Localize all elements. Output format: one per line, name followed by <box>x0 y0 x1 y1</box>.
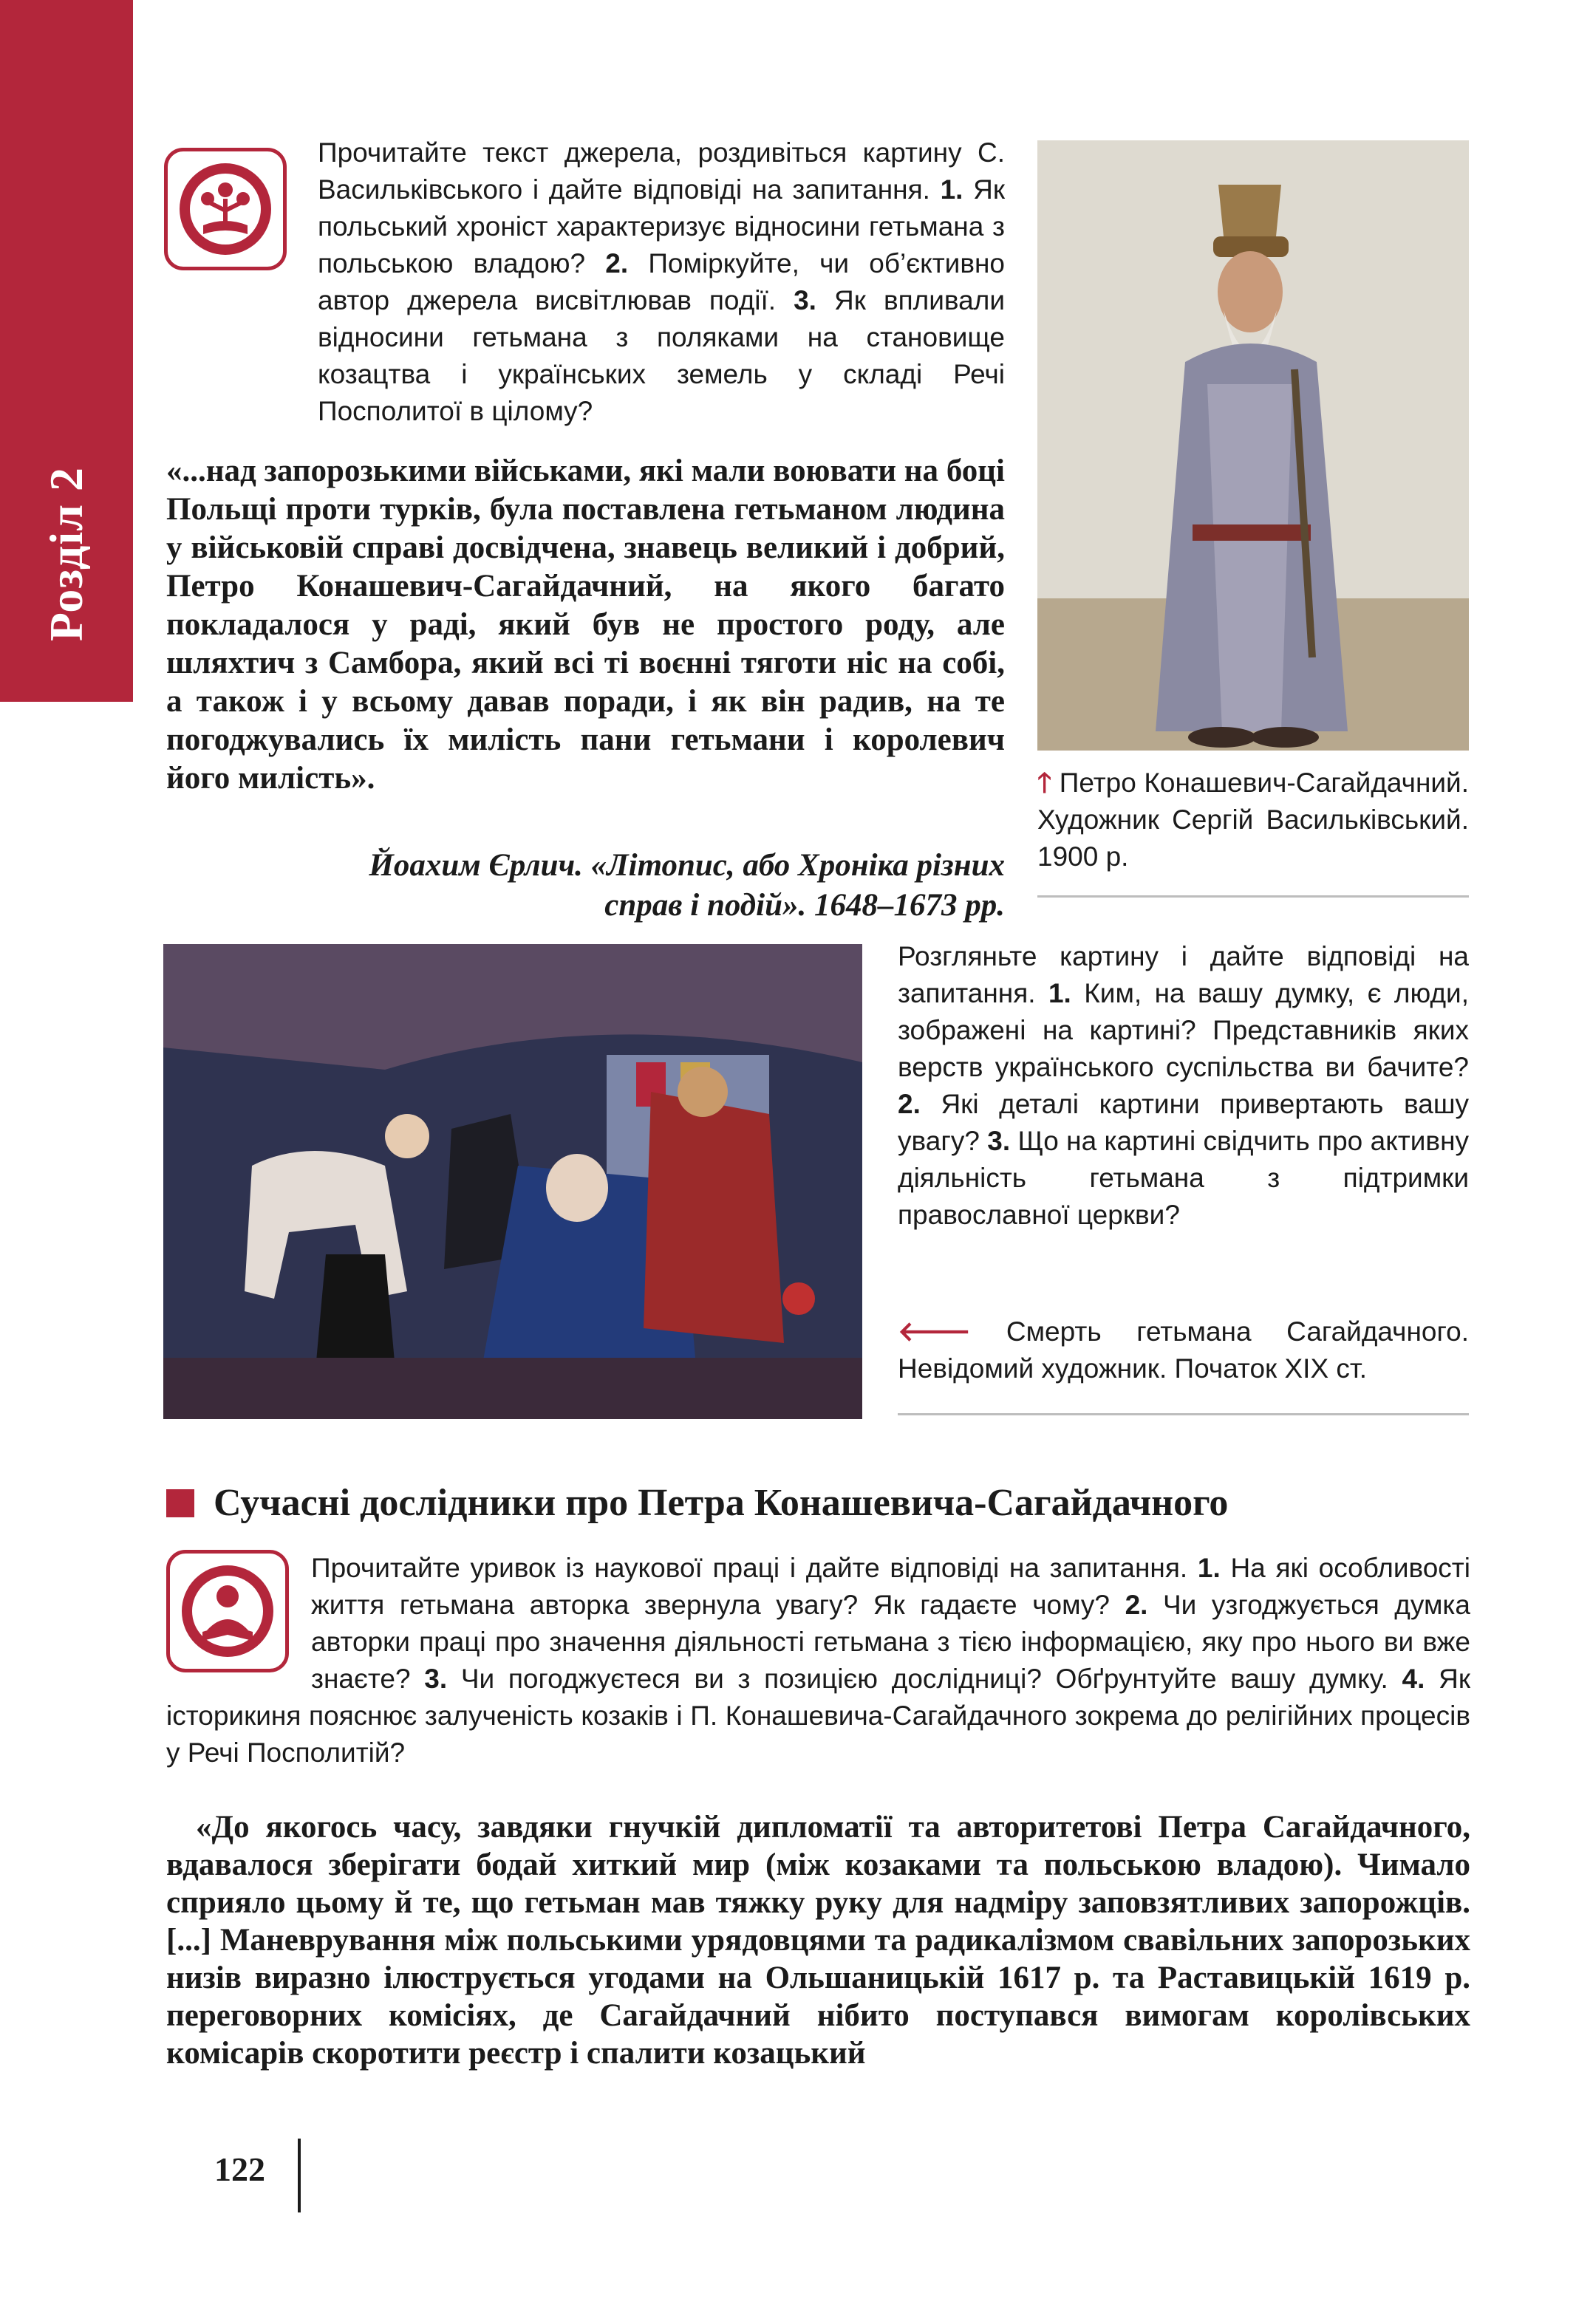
question-text: Чи погоджуєтеся ви з позицією дослідниці? Обґрунтуйте вашу думку. <box>447 1664 1402 1694</box>
question-text: Як польський хроніст характеризує відносини гетьмана з польською владою? <box>318 174 1006 278</box>
scholar-reading-icon <box>166 1550 289 1672</box>
chronicle-quote: «...над запорозькими військами, які мали воювати на боці Польщі проти турків, була поставлена гетьманом людина у військовій справі досвідчена, знавець великий і добрий, Петро Конашевич-Сагайдачний, на якого багато покладалося у раді, який був не простого роду, але шляхтич з Самбора, який всі ті воєнні тяготи ніс на собі, а також і у всьому давав поради, і як він радив, на те погоджувались їх милість пани гетьмани і королевич його милість». <box>166 454 1005 796</box>
question-number: 2. <box>1125 1590 1148 1620</box>
death-painting <box>163 944 862 1419</box>
caption-divider <box>898 1413 1469 1415</box>
task-intro: Прочитайте уривок із наукової праці і дайте відповіді на запитання. <box>311 1553 1198 1583</box>
task-intro: Розгляньте картину і дайте відповіді на запитання. <box>898 941 1469 1008</box>
question-number: 3. <box>794 285 816 315</box>
painting-caption <box>898 1313 1469 1387</box>
question-number: 1. <box>1197 1553 1221 1583</box>
source-task <box>318 134 1005 430</box>
portrait-caption <box>1037 765 1469 875</box>
scholar-icon-wrap <box>166 1550 289 1672</box>
question-text: Що на картині свідчить про активну діяльність гетьмана з підтримки православної церкви? <box>898 1126 1470 1230</box>
arrow-left-icon: 🡐 <box>898 1316 972 1347</box>
section-heading <box>166 1477 1481 1529</box>
source-line: справ і подій». 1648–1673 рр. <box>604 888 1005 923</box>
chapter-sidebar <box>0 0 133 702</box>
portrait-painting <box>1037 140 1469 751</box>
chapter-label: Розділ 2 <box>40 466 92 642</box>
painting-task <box>898 938 1469 1234</box>
source-line: Йоахим Єрлич. «Літопис, або Хроніка різних <box>369 848 1005 883</box>
caption-divider <box>1037 895 1469 898</box>
question-text: Які деталі картини привертають вашу увагу? <box>898 1089 1469 1156</box>
question-number: 1. <box>940 174 963 205</box>
question-number: 1. <box>1048 978 1071 1008</box>
page-number: 122 <box>214 2150 265 2188</box>
question-number: 2. <box>898 1089 921 1119</box>
research-task <box>166 1550 1470 1771</box>
task-intro: Прочитайте текст джерела, роздивіться картину С. Васильківського і дайте відповіді на запитання. <box>318 137 1005 205</box>
question-text: Поміркуйте, чи об’єктивно автор джерела висвітлював події. <box>318 248 1006 315</box>
section-title: Сучасні дослідники про Петра Конашевича-Сагайдачного <box>214 1482 1229 1524</box>
question-number: 3. <box>424 1664 448 1694</box>
research-quote: «До якогось часу, завдяки гнучкій дипломатії та авторитетові Петра Сагайдачного, вдавалося зберігати бодай хиткий мир (між козаками та польською владою). Чимало сприяло цьому й те, що гетьман мав тяжку руку для надміру заповзятливих запорожців. [...] Маневрування між польськими урядовцями та радикалізмом свавільних запорозьких низів виразно ілюструється угодами на Ольшаницькій 1617 р. та Раставицькій 1619 р. переговорних комісіях, де Сагайдачний нібито поступався вимогам королівських комісарів скоротити реєстр і спалити козацький <box>166 1810 1470 2071</box>
question-text: На які особливості життя гетьмана авторка звернула увагу? Як гадаєте чому? <box>311 1553 1470 1620</box>
caption-text: Смерть гетьмана Сагайдачного. Невідомий художник. Початок XIX ст. <box>898 1316 1470 1384</box>
question-number: 2. <box>605 248 629 278</box>
question-text: Чи узгоджується думка авторки праці про значення діяльності гетьмана з тією інформацією, яку про нього ви вже знаєте? <box>311 1590 1470 1694</box>
question-text: Як впливали відносини гетьмана з поляками на становище козацтва і українських земель у складі Речі Посполитої в цілому? <box>318 285 1005 426</box>
source-reading-icon <box>164 148 287 270</box>
question-number: 3. <box>987 1126 1011 1156</box>
question-number: 4. <box>1402 1664 1425 1694</box>
arrow-up-icon: 🡑 <box>1037 768 1052 798</box>
caption-text: Петро Конашевич-Сагайдачний. Художник Сергій Васильківський. 1900 р. <box>1037 768 1469 872</box>
question-text: Ким, на вашу думку, є люди, зображені на картині? Представників яких верств українського суспільства ви бачите? <box>898 978 1469 1082</box>
section-square-icon <box>166 1489 194 1517</box>
question-text: Як історикиня пояснює залученість козаків і П. Конашевича-Сагайдачного зокрема до релігійних процесів у Речі Посполитій? <box>166 1664 1471 1768</box>
page-number-divider <box>298 2139 301 2212</box>
chronicle-source <box>166 846 1005 926</box>
